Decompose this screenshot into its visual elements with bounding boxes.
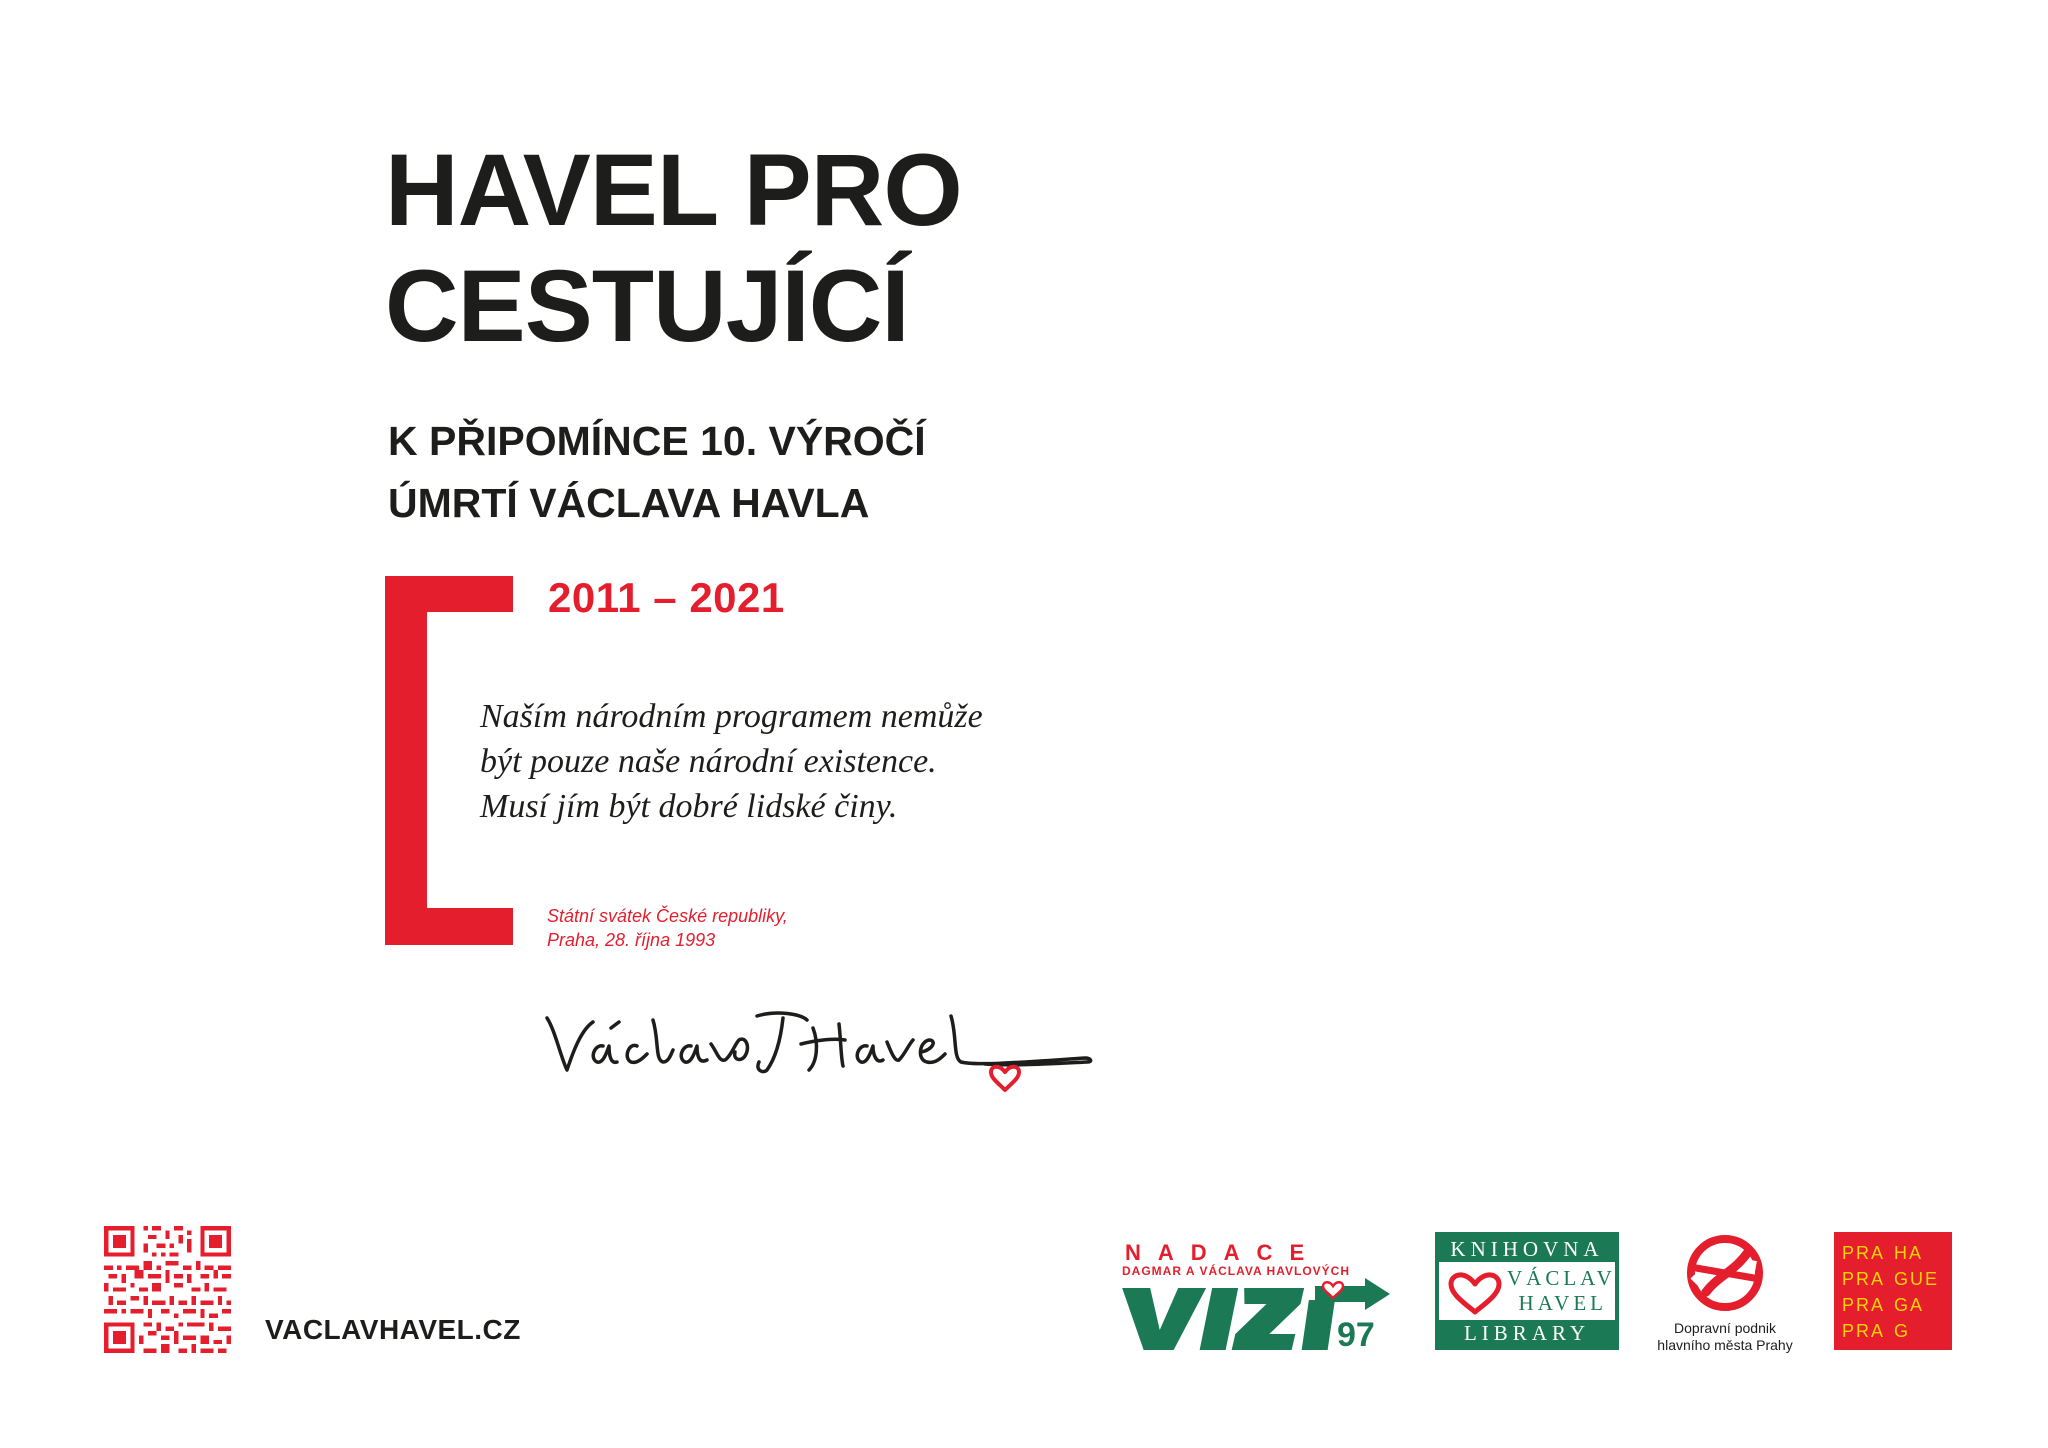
vize97-logo xyxy=(1115,1240,1400,1355)
vize-number: 97 xyxy=(1337,1316,1375,1354)
library-name xyxy=(1507,1266,1616,1316)
praha-cell: HA xyxy=(1894,1243,1924,1263)
praha-cell: G xyxy=(1894,1321,1911,1341)
praha-cell: PRA xyxy=(1842,1295,1886,1315)
library-name-line-2: HAVEL xyxy=(1518,1291,1607,1315)
source-line-1: Státní svátek České republiky, xyxy=(547,906,788,926)
poster-subtitle xyxy=(388,410,926,534)
vize-letters-icon xyxy=(1115,1280,1355,1354)
praha-row xyxy=(1842,1292,1946,1318)
source-line-2: Praha, 28. října 1993 xyxy=(547,930,716,950)
praha-cell: GUE xyxy=(1894,1269,1940,1289)
havel-signature xyxy=(545,1000,1095,1110)
vize-subline: DAGMAR A VÁCLAVA HAVLOVÝCH xyxy=(1122,1264,1350,1278)
title-line-2: CESTUJÍCÍ xyxy=(385,249,909,363)
heart-icon xyxy=(991,1067,1019,1090)
praha-row xyxy=(1842,1266,1946,1292)
vaclav-havel-library-logo xyxy=(1435,1232,1619,1350)
red-bracket-vertical xyxy=(385,576,427,945)
praha-cell: PRA xyxy=(1842,1321,1886,1341)
dpp-name-line-2: hlavního města Prahy xyxy=(1657,1337,1793,1353)
library-name-line-1: VÁCLAV xyxy=(1507,1266,1616,1290)
praha-word-grid xyxy=(1842,1240,1946,1344)
vize-nadace-word: NADACE xyxy=(1125,1240,1322,1265)
praha-logo xyxy=(1834,1232,1952,1350)
red-bracket-bottom xyxy=(385,908,513,945)
heart-icon xyxy=(1445,1268,1505,1318)
qr-code-icon[interactable] xyxy=(104,1226,231,1353)
dpp-logo-icon xyxy=(1684,1232,1766,1314)
title-line-1: HAVEL PRO xyxy=(385,133,962,247)
poster-title xyxy=(385,132,962,364)
dpp-logo xyxy=(1640,1232,1810,1357)
quote-line: Musí jím být dobré lidské činy. xyxy=(480,788,898,825)
library-bottom-word: LIBRARY xyxy=(1439,1320,1615,1346)
quote-source xyxy=(547,904,788,952)
quote-line: být pouze naše národní existence. xyxy=(480,743,937,780)
praha-cell: PRA xyxy=(1842,1243,1886,1263)
anniversary-years: 2011 – 2021 xyxy=(548,574,785,621)
praha-cell: PRA xyxy=(1842,1269,1886,1289)
havel-quote xyxy=(480,694,983,829)
library-top-word: KNIHOVNA xyxy=(1439,1236,1615,1262)
praha-row xyxy=(1842,1318,1946,1344)
red-bracket-top xyxy=(385,576,513,612)
praha-row xyxy=(1842,1240,1946,1266)
subtitle-line-2: ÚMRTÍ VÁCLAVA HAVLA xyxy=(388,480,870,526)
quote-line: Naším národním programem nemůže xyxy=(480,698,983,735)
praha-cell: GA xyxy=(1894,1295,1925,1315)
website-link[interactable]: VACLAVHAVEL.CZ xyxy=(265,1314,521,1345)
dpp-name-line-1: Dopravní podnik xyxy=(1674,1320,1776,1336)
subtitle-line-1: K PŘIPOMÍNCE 10. VÝROČÍ xyxy=(388,418,926,464)
dpp-name xyxy=(1640,1320,1810,1354)
